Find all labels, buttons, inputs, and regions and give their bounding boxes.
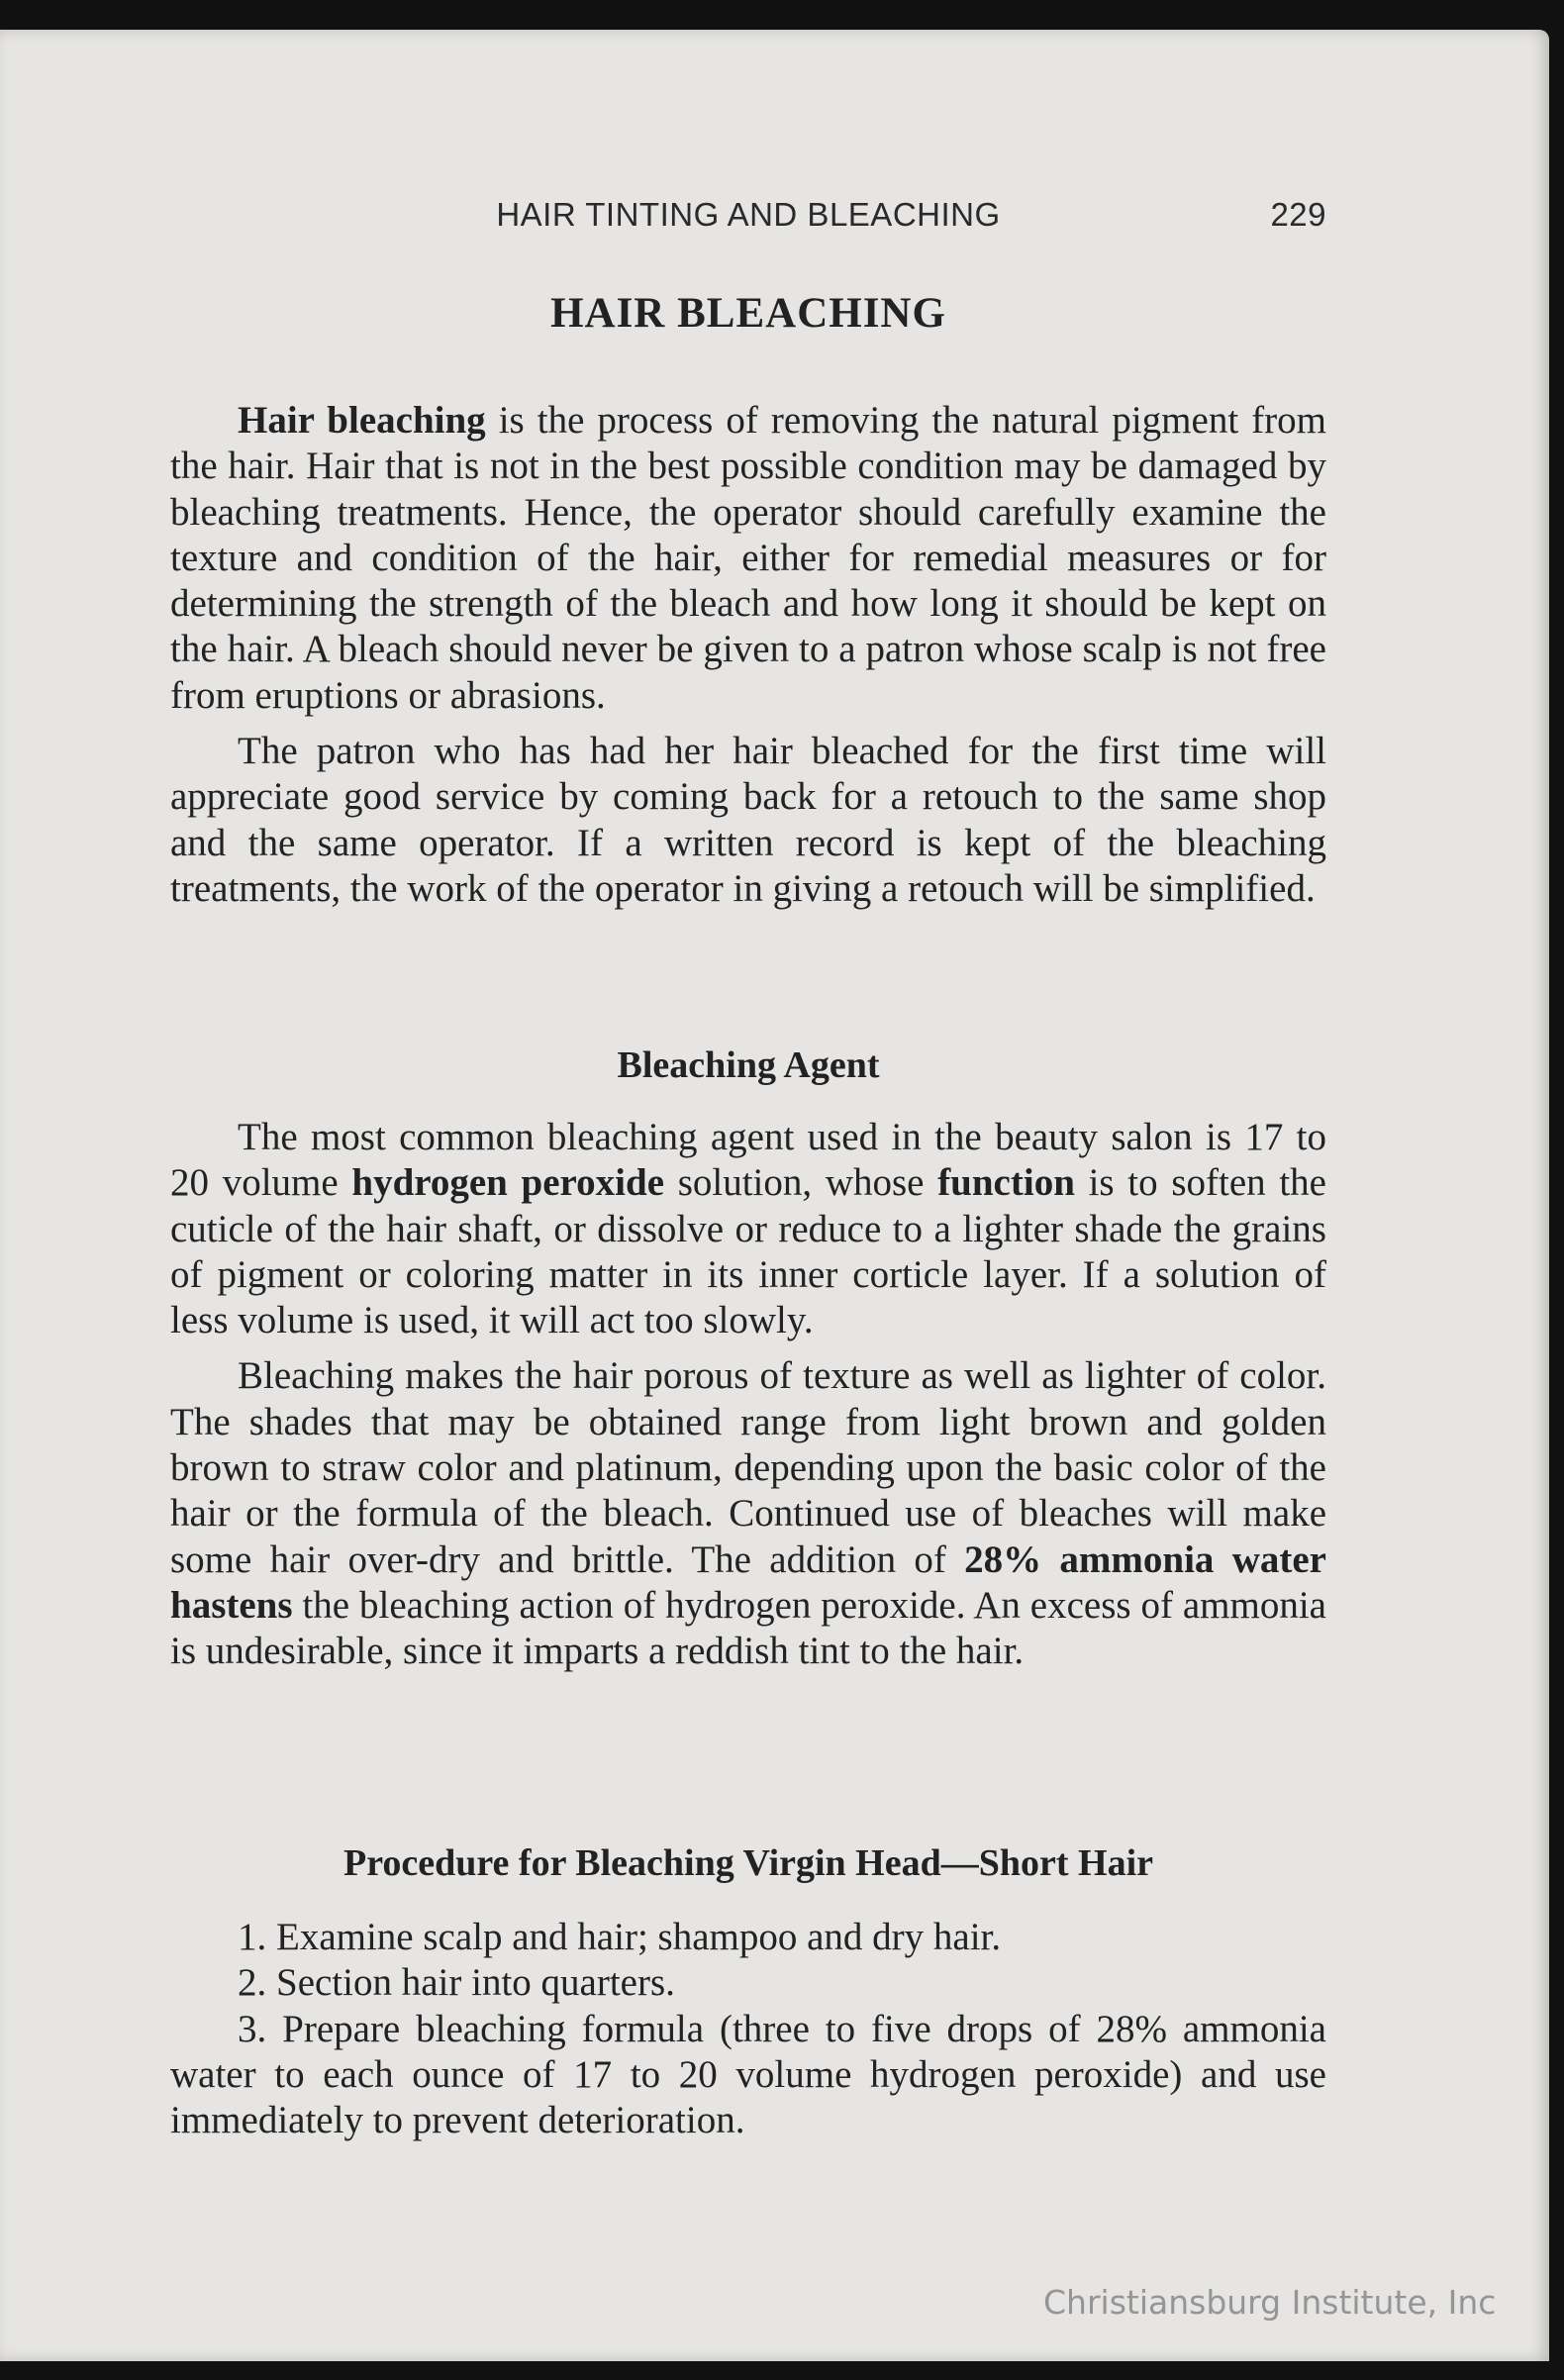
list-item: 3. Prepare bleaching formula (three to five drops of 28% ammonia water to each ounce of 17 to 20 volume hydrogen peroxide) and use immediately to prevent deterioration. — [170, 2007, 1326, 2142]
watermark: Christiansburg Institute, Inc — [1043, 2283, 1497, 2322]
term-function: function — [937, 1161, 1075, 1205]
running-header — [170, 196, 1326, 246]
heading-procedure: Procedure for Bleaching Virgin Head—Short Hair — [342, 1842, 1154, 1884]
intro-section — [170, 398, 1326, 922]
running-title: HAIR TINTING AND BLEACHING — [496, 196, 1001, 233]
intro-paragraph-1: Hair bleaching is the process of removing the natural pigment from the hair. Hair that is not in the best possible condition may be damaged by bleaching treatments. Hence, the operator should carefully examine the texture and condition of the hair, either for remedial measures or for determining the strength of the bleach and how long it should be kept on the hair. A bleach should never be given to a patron whose scalp is not free from eruptions or abrasions. — [170, 399, 1326, 717]
agent-section — [170, 1115, 1326, 1685]
procedure-steps — [170, 1915, 1326, 2143]
term-hair-bleaching: Hair bleaching — [238, 399, 486, 442]
agent-paragraph-2: Bleaching makes the hair porous of texture as well as lighter of color. The shades that may be obtained range from light brown and golden brown to straw color and platinum, depending upon the basic color of the hair or the formula of the bleach. Continued use of bleaches will make some hair over-dry and brittle. The addition of 28% ammonia water hastens the bleaching action of hydrogen peroxide. An excess of ammonia is undesirable, since it imparts a reddish tint to the hair. — [170, 1354, 1326, 1673]
list-item: 2. Section hair into quarters. — [238, 1961, 675, 2005]
term-hydrogen-peroxide: hydrogen peroxide — [351, 1161, 664, 1205]
page-number: 229 — [1270, 196, 1326, 233]
intro-paragraph-2: The patron who has had her hair bleached for the first time will appreciate good service by coming back for a retouch to the same shop and the same operator. If a written record is kept of the bleaching treatments, the work of the operator in giving a retouch will be simplified. — [170, 730, 1326, 910]
agent-paragraph-1: The most common bleaching agent used in the beauty salon is 17 to 20 volume hydrogen peroxide solution, whose function is to soften the cuticle of the hair shaft, or dissolve or reduce to a lighter shade the grains of pigment or coloring matter in its inner corticle layer. If a solution of less volume is used, it will act too slowly. — [170, 1116, 1326, 1342]
heading-bleaching-agent: Bleaching Agent — [617, 1044, 880, 1086]
page-title: HAIR BLEACHING — [550, 290, 946, 337]
book-page — [0, 30, 1549, 2361]
list-item: 1. Examine scalp and hair; shampoo and dry hair. — [238, 1916, 1002, 1958]
term-ammonia-water: 28% ammonia water hastens — [170, 1537, 1326, 1627]
procedure-section — [170, 1915, 1326, 2143]
